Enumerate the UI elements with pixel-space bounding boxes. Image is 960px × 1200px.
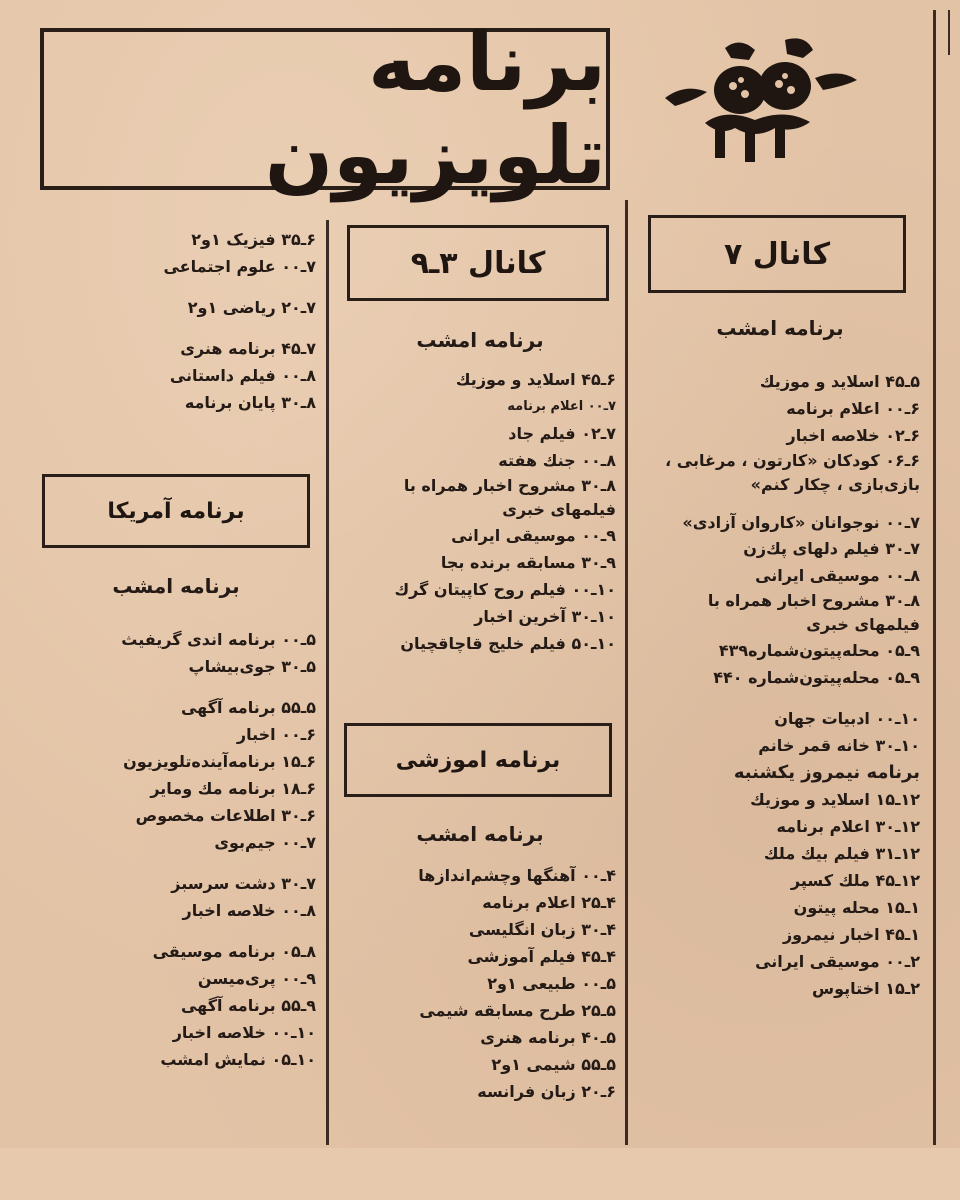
list-item: ۲ـ۰۰ موسیقی ایرانی [755,952,920,971]
america-title: برنامه آمریکا [107,498,245,524]
list-item: ۶ـ۱۵ برنامه‌آینده‌تلویزیون [123,752,316,771]
channel-3-9-list [336,366,616,657]
list-item: ۵ـ۲۵ طرح مسابقه شیمی [419,1001,616,1020]
list-item: ۹ـ۰۵ محله‌پیتون‌شماره۴۳۹ [718,641,920,660]
america-list [36,626,316,1073]
list-item: ۶ـ۱۸ برنامه مك ومایر [150,779,316,798]
list-item: ۴ـ۴۵ فیلم آموزشی [467,947,616,966]
channel-7-title: کانال ۷ [723,236,831,272]
list-item: ۱۲ـ۱۵ اسلاید و موزیك [750,790,920,809]
list-item: ۱۲ـ۳۰ اعلام برنامه [776,817,920,836]
list-item: ۷ـ۰۰ جیم‌بوی [214,833,316,852]
list-item: ۴ـ۲۵ اعلام برنامه [482,893,616,912]
list-item: ۵ـ۴۵ اسلاید و موزیك [759,372,920,391]
list-item: ۷ـ۲۰ ریاضی ۱و۲ [187,298,316,317]
edu-header [344,723,612,797]
list-item: ۵ـ۰۰ برنامه اندی گریفیث [121,630,316,649]
edu-list [336,862,616,1105]
list-item: ۷ـ۳۰ دشت سرسبز [171,874,316,893]
column-divider-right [625,200,628,1145]
list-item: ۵ـ۴۰ برنامه هنری [480,1028,616,1047]
list-item: ۶ـ۰۲ خلاصه اخبار [786,426,920,445]
list-item: ۵ـ۳۰ جوی‌بیشاپ [188,657,316,676]
channel-7-tonight: برنامه امشب [716,316,844,340]
list-item: ۷ـ۰۰ علوم اجتماعی [163,257,316,276]
list-item: ۹ـ۳۰ مسابقه برنده بجا [440,553,616,572]
list-item: ۷ـ۳۰ فیلم دلهای پك‌زن [743,539,920,558]
list-item: ۸ـ۰۰ جنك هفته [498,451,616,470]
sunday-header: برنامه نیمروز یکشنبه [733,762,920,783]
page-edge-rule [933,10,936,1145]
list-item: ۵ـ۵۵ برنامه آگهی [180,698,316,717]
edu-title: برنامه اموزشی [395,747,561,773]
list-item: ۶ـ۴۵ اسلاید و موزیك [455,370,616,389]
list-item: ۱۰ـ۵۰ فیلم خلیج قاچاقچیان [400,634,616,653]
channel-7-header [648,215,906,293]
channel-3-9-header [347,225,609,301]
list-item: ۶ـ۰۰ اخبار [236,725,316,744]
list-item: ۸ـ۰۰ خلاصه اخبار [182,901,316,920]
list-item: ۱۰ـ۰۰ ادبیات جهان [774,709,920,728]
list-item: ۱۰ـ۰۰ خلاصه اخبار [172,1023,316,1042]
list-item: ۶ـ۲۰ زبان فرانسه [477,1082,616,1101]
column-divider-left [326,220,329,1145]
america-header [42,474,310,548]
list-item: ۷ـ۰۰ اعلام برنامه [507,399,616,414]
list-item: ۱۲ـ۴۵ ملك کسپر [790,871,920,890]
list-item: ۱ـ۱۵ محله پیتون [793,898,920,917]
list-item: ۶ـ۰۶ کودکان «کارتون ، مرغابی ، بازی‌بازی ، چکار کنم» [665,451,920,494]
list-item: ۴ـ۰۰ آهنگها وچشم‌اندازها [418,866,616,885]
title-box [40,16,610,202]
list-item: ۶ـ۰۰ اعلام برنامه [786,399,920,418]
list-item: ۷ـ۰۰ نوجوانان «کاروان آزادی» [682,513,920,532]
list-item: ۱۰ـ۳۰ آخرین اخبار [474,607,616,626]
list-item: ۸ـ۰۵ برنامه موسیقی [152,942,316,961]
list-item: ۸ـ۰۰ موسیقی ایرانی [755,566,920,585]
list-item: ۱۰ـ۰۰ فیلم روح کاپیتان گرك [394,580,616,599]
list-item: ۹ـ۵۵ برنامه آگهی [180,996,316,1015]
edu-tonight: برنامه امشب [416,822,544,846]
list-item: ۵ـ۰۰ طبیعی ۱و۲ [487,974,616,993]
list-item: ۱ـ۴۵ اخبار نیمروز [782,925,920,944]
list-item: ۲ـ۱۵ اختاپوس [811,979,920,998]
decorative-emblem-icon [645,28,865,168]
page-title: برنامه تلویزیون [264,16,606,202]
list-item: ۱۲ـ۳۱ فیلم بیك ملك [763,844,920,863]
list-item: ۴ـ۳۰ زبان انگلیسی [468,920,616,939]
america-tonight: برنامه امشب [112,574,240,598]
list-item: ۱۰ـ۳۰ خانه قمر خانم [758,736,920,755]
channel-3-9-title: کانال ۳ـ۹ [410,245,546,281]
list-item: ۶ـ۳۵ فیزیک ۱و۲ [191,230,316,249]
list-item: ۸ـ۳۰ مشروح اخبار همراه با فیلمهای خبری [403,476,616,519]
list-item: ۵ـ۵۵ شیمی ۱و۲ [491,1055,616,1074]
list-item: ۷ـ۰۲ فیلم جاد [508,424,616,443]
list-item: ۹ـ۰۵ محله‌پیتون‌شماره ۴۴۰ [713,668,920,687]
list-item: ۶ـ۳۰ اطلاعات مخصوص [135,806,316,825]
channel-3-9-tonight: برنامه امشب [416,328,544,352]
list-item: ۸ـ۰۰ فیلم داستانی [169,366,316,385]
channel-7-list [640,368,920,1002]
list-item: ۸ـ۳۰ مشروح اخبار همراه با فیلمهای خبری [707,591,920,634]
page-edge-rule-top [948,10,950,55]
list-item: ۹ـ۰۰ پری‌میسن [197,969,316,988]
list-item: ۹ـ۰۰ موسیقی ایرانی [451,526,616,545]
list-item: ۷ـ۴۵ برنامه هنری [180,339,316,358]
left-top-list [40,226,316,416]
list-item: ۸ـ۳۰ پایان برنامه [184,393,316,412]
list-item: ۱۰ـ۰۵ نمایش امشب [160,1050,316,1069]
